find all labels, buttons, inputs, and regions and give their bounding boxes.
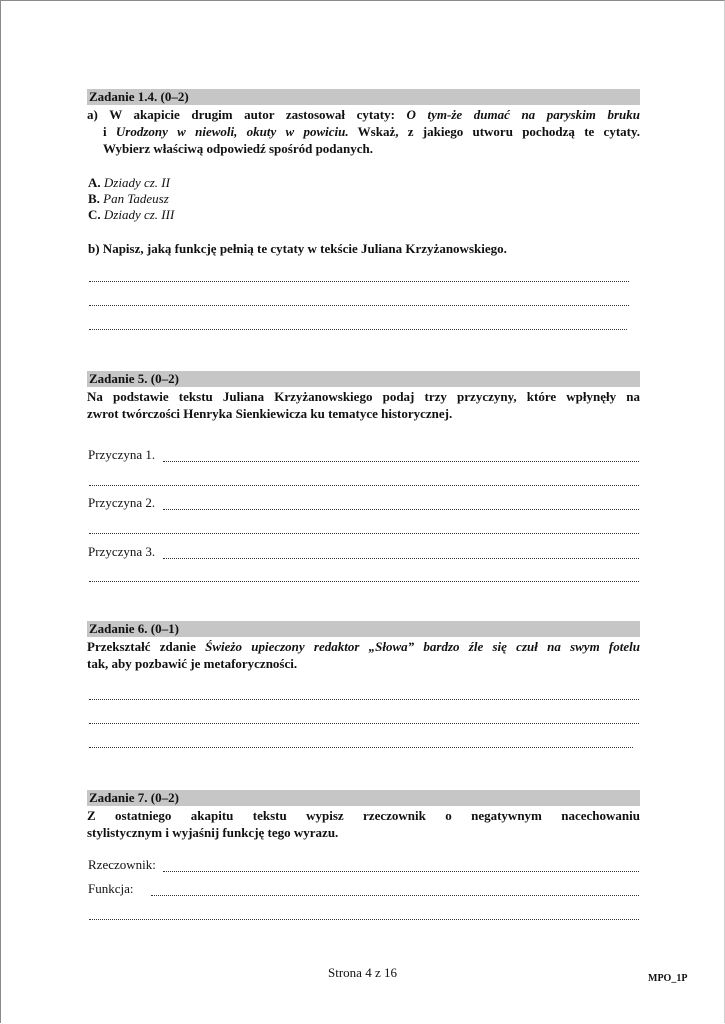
option-b-text: Pan Tadeusz bbox=[103, 191, 169, 206]
task-6-header: Zadanie 6. (0–1) bbox=[87, 621, 640, 637]
answer-line[interactable] bbox=[89, 532, 639, 534]
task-5-line2: zwrot twórczości Henryka Sienkiewicza ku tematyce historycznej. bbox=[87, 406, 453, 421]
reason-1-answer-line[interactable] bbox=[163, 460, 639, 462]
option-c bbox=[88, 206, 174, 223]
option-a bbox=[88, 174, 170, 191]
task-7-header: Zadanie 7. (0–2) bbox=[87, 790, 640, 806]
answer-line[interactable] bbox=[89, 746, 633, 748]
task-1-4-header: Zadanie 1.4. (0–2) bbox=[87, 89, 640, 105]
noun-label: Rzeczownik: bbox=[88, 857, 156, 872]
noun-answer-line[interactable] bbox=[163, 870, 639, 872]
task-7-line2: stylistycznym i wyjaśnij funkcję tego wyrazu. bbox=[87, 825, 339, 840]
reason-2-label: Przyczyna 2. bbox=[88, 495, 156, 510]
reason-3-answer-line[interactable] bbox=[163, 557, 639, 559]
task-7-line1: Z ostatniego akapitu tekstu wypisz rzeczownik o negatywnym nacechowaniu bbox=[87, 808, 640, 823]
task-1-4b-prompt: b) Napisz, jaką funkcję pełnią te cytaty w tekście Juliana Krzyżanowskiego. bbox=[88, 241, 507, 256]
quote-1: O tym-że dumać na paryskim bruku bbox=[406, 107, 641, 122]
task-6-line2: tak, aby pozbawić je metaforyczności. bbox=[87, 656, 298, 671]
task-6-pre: Przekształć zdanie bbox=[87, 639, 196, 654]
reason-1-label: Przyczyna 1. bbox=[88, 447, 156, 462]
answer-line[interactable] bbox=[89, 280, 629, 282]
quote-2: Urodzony w niewoli, okuty w powiciu. bbox=[115, 124, 349, 139]
task-5-header: Zadanie 5. (0–2) bbox=[87, 371, 640, 387]
task-1-4a-line3: Wybierz właściwą odpowiedź spośród podanych. bbox=[103, 141, 374, 156]
page-number: Strona 4 z 16 bbox=[328, 965, 397, 980]
answer-line[interactable] bbox=[89, 328, 627, 330]
function-answer-line[interactable] bbox=[151, 894, 639, 896]
task-1-4a-prefix: a) W akapicie drugim autor zastosował cytaty: bbox=[87, 107, 395, 122]
task-1-4a-line1 bbox=[87, 106, 640, 123]
task-1-4a-line2-post: Wskaż, z jakiego utworu pochodzą te cytaty. bbox=[357, 124, 641, 139]
answer-line[interactable] bbox=[89, 580, 639, 582]
function-label: Funkcja: bbox=[88, 881, 134, 896]
option-c-letter: C. bbox=[88, 207, 101, 222]
answer-line[interactable] bbox=[89, 304, 629, 306]
document-code: MPO_1P bbox=[648, 973, 688, 984]
answer-line[interactable] bbox=[89, 698, 639, 700]
task-1-4a-line2-pre: i bbox=[103, 124, 107, 139]
answer-line[interactable] bbox=[89, 918, 639, 920]
answer-line[interactable] bbox=[89, 484, 639, 486]
option-c-text: Dziady cz. III bbox=[103, 207, 175, 222]
option-b bbox=[88, 190, 169, 207]
reason-3-label: Przyczyna 3. bbox=[88, 544, 156, 559]
task-6-quote: Świeżo upieczony redaktor „Słowa” bardzo źle się czuł na swym fotelu bbox=[205, 639, 640, 654]
answer-line[interactable] bbox=[89, 722, 639, 724]
reason-2-answer-line[interactable] bbox=[163, 508, 639, 510]
task-5-line1: Na podstawie tekstu Juliana Krzyżanowskiego podaj trzy przyczyny, które wpłynęły na bbox=[87, 389, 640, 404]
task-1-4a-line2 bbox=[103, 123, 640, 140]
option-b-letter: B. bbox=[88, 191, 100, 206]
option-a-letter: A. bbox=[88, 175, 101, 190]
option-a-text: Dziady cz. II bbox=[103, 175, 170, 190]
task-6-line1 bbox=[87, 638, 640, 655]
